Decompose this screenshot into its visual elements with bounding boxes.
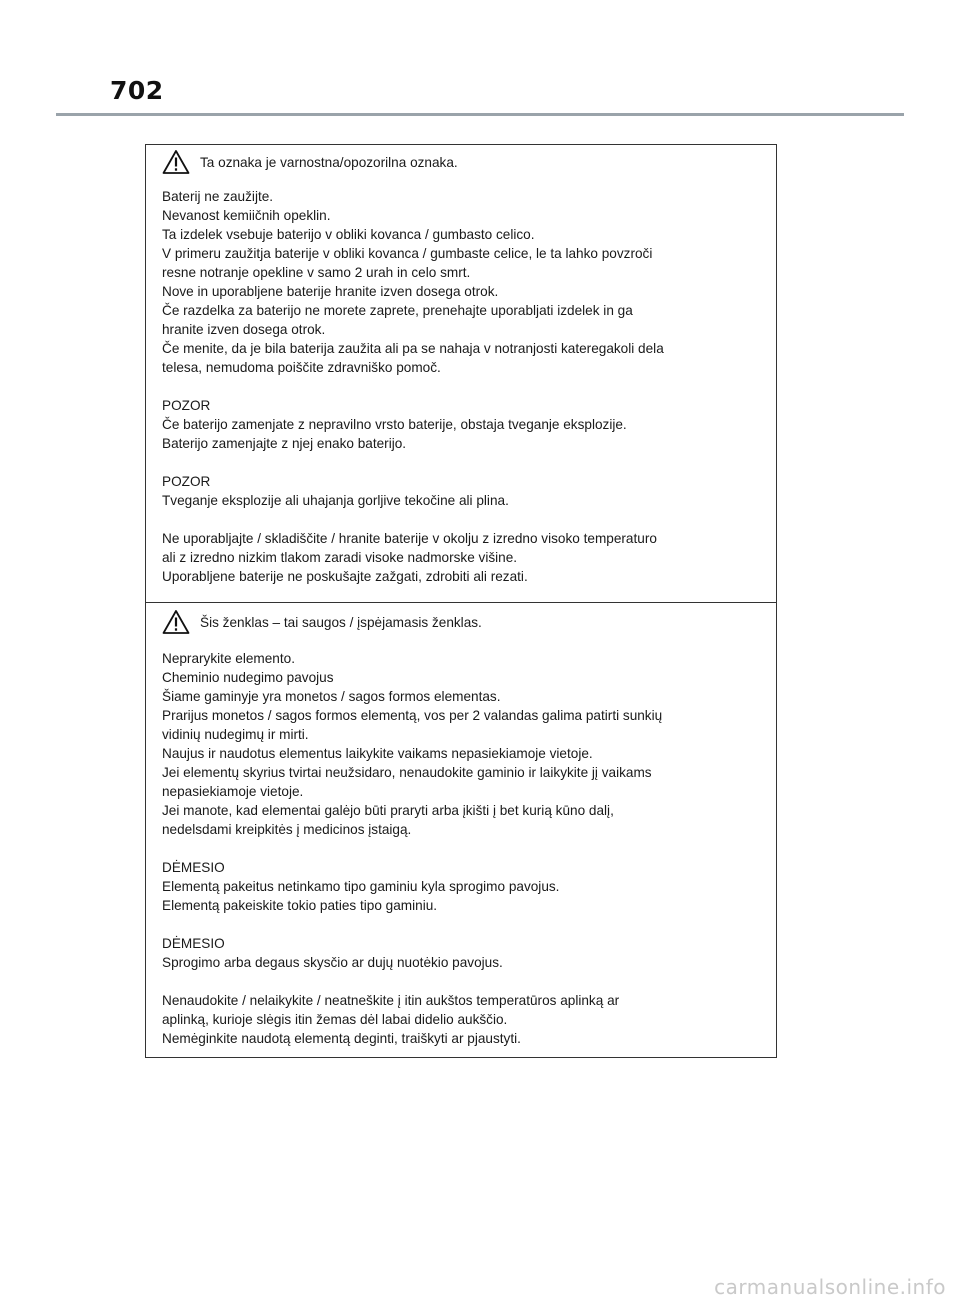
text-line: Nove in uporabljene baterije hranite izven dosega otrok. [162,284,499,299]
paragraph [162,934,764,972]
text-line: POZOR [162,398,211,413]
warning-triangle-icon [162,609,190,635]
text-line: Sprogimo arba degaus skysčio ar dujų nuotėkio pavojus. [162,955,503,970]
text-line: Tveganje eksplozije ali uhajanja gorljive tekočine ali plina. [162,493,509,508]
text-line: V primeru zaužitja baterije v obliki kovanca / gumbaste celice, le ta lahko povzroči [162,246,653,261]
warning-title: Ta oznaka je varnostna/opozorilna oznaka. [200,154,458,170]
text-line: Nevanost kemiičnih opeklin. [162,208,331,223]
paragraph [162,991,764,1048]
text-line: Nenaudokite / nelaikykite / neatneškite į itin aukštos temperatūros aplinką ar [162,993,620,1008]
text-line: hranite izven dosega otrok. [162,322,326,337]
warning-row [162,147,764,177]
paragraph [162,529,764,586]
text-line: aplinką, kurioje slėgis itin žemas dėl labai didelio aukščio. [162,1012,508,1027]
site-watermark: carmanualsonline.info [714,1275,946,1299]
section-lithuanian [146,602,776,1048]
text-line: DĖMESIO [162,860,225,875]
text-line: Baterij ne zaužijte. [162,189,274,204]
text-line: ali z izredno nizkim tlakom zaradi visoke nadmorske višine. [162,550,518,565]
text-line: Naujus ir naudotus elementus laikykite vaikams nepasiekiamoje vietoje. [162,746,593,761]
text-line: DĖMESIO [162,936,225,951]
paragraph [162,187,764,377]
paragraph [162,396,764,453]
text-line: Cheminio nudegimo pavojus [162,670,334,685]
text-line: Če menite, da je bila baterija zaužita ali pa se nahaja v notranjosti kateregakoli dela [162,341,664,356]
text-line: telesa, nemudoma poiščite zdravniško pomoč. [162,360,441,375]
text-line: Elementą pakeiskite tokio paties tipo gaminiu. [162,898,438,913]
text-line: nedelsdami kreipkitės į medicinos įstaigą. [162,822,412,837]
warning-row [162,607,764,637]
text-line: resne notranje opekline v samo 2 urah in celo smrt. [162,265,471,280]
header-rule [56,113,904,116]
text-line: Ne uporabljajte / skladiščite / hranite baterije v okolju z izredno visoko temperaturo [162,531,657,546]
warning-title: Šis ženklas – tai saugos / įspėjamasis ženklas. [200,614,482,630]
text-line: Uporabljene baterije ne poskušajte zažgati, zdrobiti ali rezati. [162,569,528,584]
text-line: Ta izdelek vsebuje baterijo v obliki kovanca / gumbasto celico. [162,227,535,242]
warning-triangle-icon [162,149,190,175]
page-number: 702 [110,76,164,105]
paragraph [162,649,764,839]
battery-warning-box [145,144,777,1058]
text-line: Neprarykite elemento. [162,651,295,666]
text-line: Šiame gaminyje yra monetos / sagos formos elementas. [162,689,501,704]
text-line: Prarijus monetos / sagos formos elementą, vos per 2 valandas galima patirti sunkių [162,708,663,723]
text-line: Jei manote, kad elementai galėjo būti praryti arba įkišti į bet kurią kūno dalį, [162,803,614,818]
text-line: POZOR [162,474,211,489]
text-line: vidinių nudegimų ir mirti. [162,727,309,742]
text-line: Če baterijo zamenjate z nepravilno vrsto baterije, obstaja tveganje eksplozije. [162,417,627,432]
text-line: nepasiekiamoje vietoje. [162,784,304,799]
text-line: Nemėginkite naudotą elementą deginti, traiškyti ar pjaustyti. [162,1031,521,1046]
section-slovenian [146,147,776,586]
text-line: Jei elementų skyrius tvirtai neužsidaro, nenaudokite gaminio ir laikykite jį vaikams [162,765,652,780]
text-line: Če razdelka za baterijo ne morete zaprete, prenehajte uporabljati izdelek in ga [162,303,633,318]
text-line: Baterijo zamenjajte z njej enako baterijo. [162,436,407,451]
text-line: Elementą pakeitus netinkamo tipo gaminiu kyla sprogimo pavojus. [162,879,560,894]
paragraph [162,472,764,510]
paragraph [162,858,764,915]
